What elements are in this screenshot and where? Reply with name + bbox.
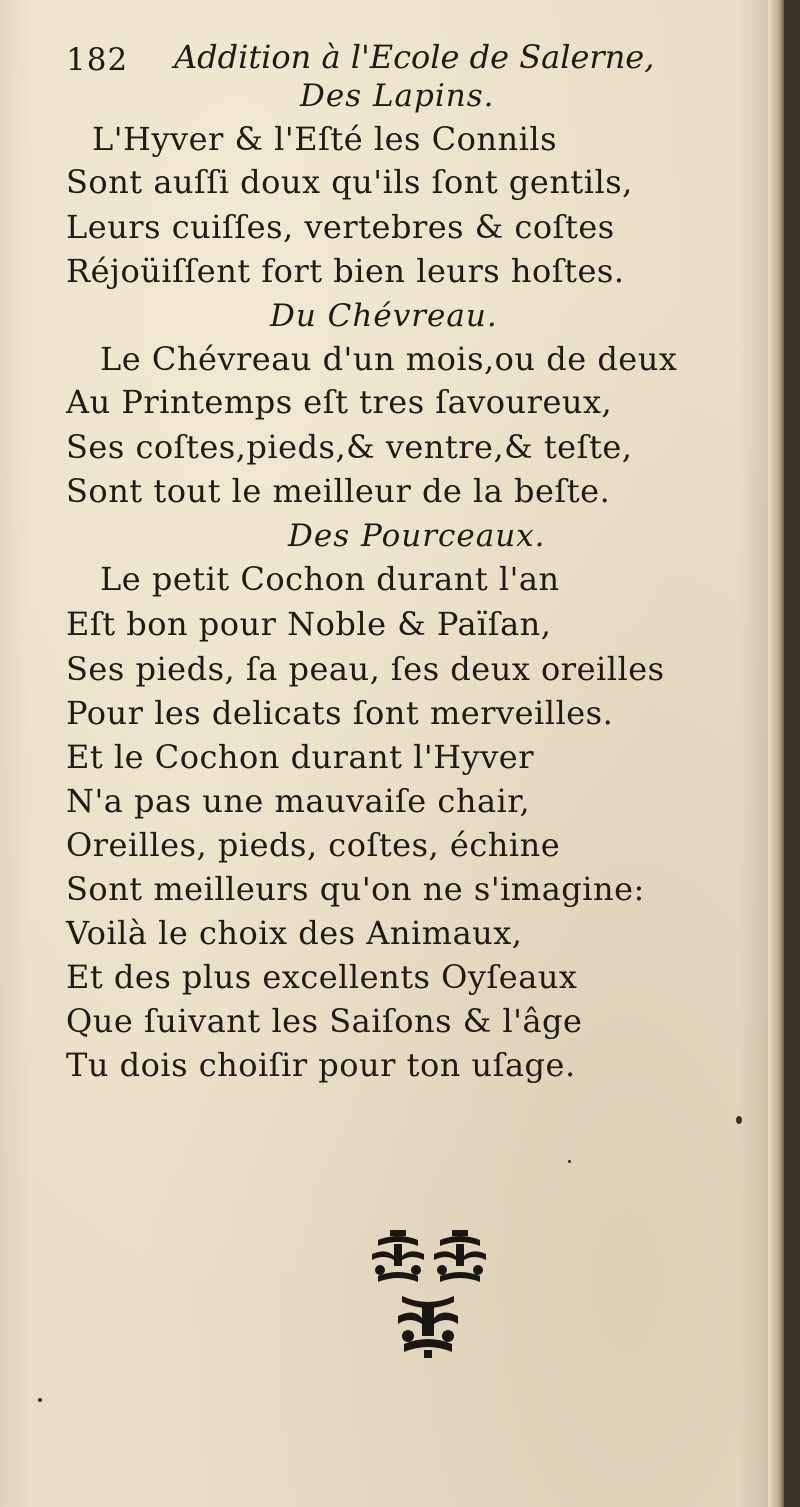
running-title: Addition à l'Ecole de Salerne, — [174, 38, 655, 76]
page-number: 182 — [66, 42, 129, 78]
verse-line: Le Chévreau d'un mois,ou de deux — [100, 340, 678, 378]
verse-line: Et des plus excellents Oyſeaux — [66, 958, 578, 996]
verse-line: Sont meilleurs qu'on ne s'imagine: — [66, 870, 645, 908]
verse-line: Sont auſſi doux qu'ils ſont gentils, — [66, 163, 633, 201]
running-head — [66, 38, 666, 82]
verse-line: Tu dois choiſir pour ton uſage. — [66, 1046, 576, 1084]
section-heading-pourceaux: Des Pourceaux. — [288, 518, 546, 554]
verse-line: Ses coſtes,pieds,& ventre,& teſte, — [66, 428, 633, 466]
page-edge — [768, 0, 784, 1507]
section-heading-chevreau: Du Chévreau. — [270, 298, 498, 334]
verse-line: Ses pieds, ſa peau, ſes deux oreilles — [66, 650, 665, 688]
verse-line: Leurs cuiſſes, vertebres & coſtes — [66, 208, 615, 246]
printers-fleuron-icon — [368, 1226, 494, 1360]
verse-line: N'a pas une mauvaiſe chair, — [66, 782, 531, 820]
verse-line: Et le Cochon durant l'Hyver — [66, 738, 534, 776]
ink-speck — [568, 1160, 571, 1163]
verse-line: Le petit Cochon durant l'an — [100, 560, 560, 598]
verse-line: L'Hyver & l'Eſté les Connils — [92, 120, 557, 158]
ink-speck — [736, 1116, 742, 1124]
ink-speck — [38, 1398, 42, 1402]
verse-line: Eſt bon pour Noble & Païſan, — [66, 605, 552, 643]
verse-line: Voilà le choix des Animaux, — [66, 914, 523, 952]
verse-line: Oreilles, pieds, coſtes, échine — [66, 826, 561, 864]
verse-line: Réjoüiſſent fort bien leurs hoſtes. — [66, 252, 625, 290]
verse-line: Que ſuivant les Saiſons & l'âge — [66, 1002, 583, 1040]
verse-line: Pour les delicats ſont merveilles. — [66, 694, 614, 732]
verse-line: Au Printemps eſt tres ſavoureux, — [66, 383, 613, 421]
section-heading-lapins: Des Lapins. — [300, 78, 495, 114]
verse-line: Sont tout le meilleur de la beſte. — [66, 472, 611, 510]
